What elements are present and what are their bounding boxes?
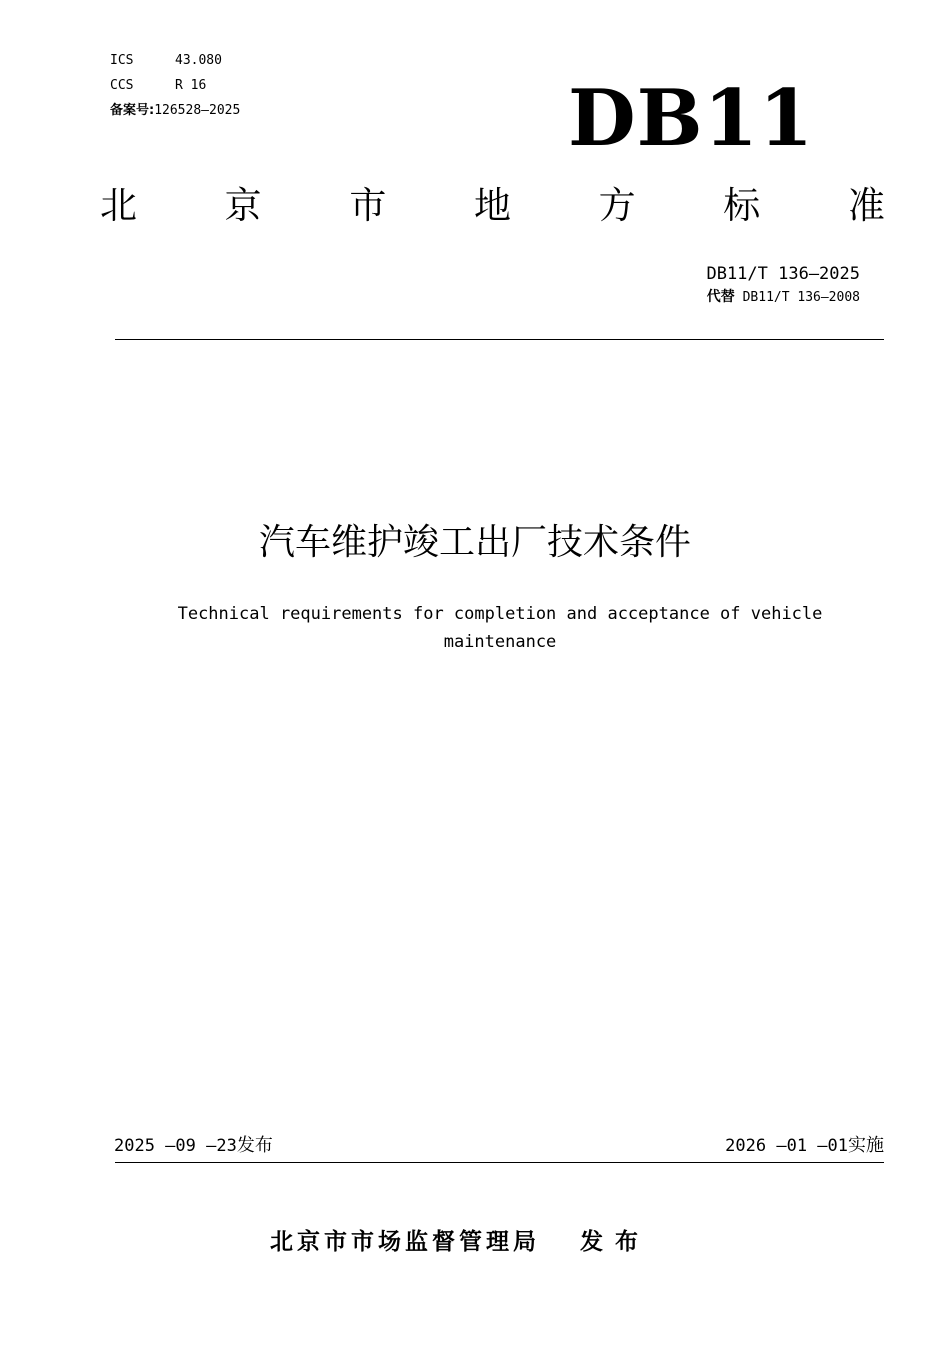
standard-type-char: 地 — [473, 184, 511, 227]
ccs-row — [110, 73, 240, 98]
replaces-number: DB11/T 136—2008 — [742, 290, 860, 305]
bottom-divider — [115, 1162, 884, 1163]
classification-block — [110, 48, 240, 123]
issue-date-line — [114, 1133, 273, 1159]
replaces-line — [706, 286, 860, 309]
top-divider — [115, 339, 884, 340]
issue-date: 2025 —09 —23 — [114, 1136, 237, 1156]
publisher-line — [270, 1226, 650, 1258]
ics-value: 43.080 — [175, 53, 222, 68]
standard-type-char: 标 — [723, 184, 761, 227]
record-value: 126528—2025 — [154, 103, 241, 118]
ics-label: ICS — [110, 53, 134, 68]
standard-type-char: 市 — [349, 184, 387, 227]
record-row — [110, 98, 240, 123]
standard-type-char: 京 — [224, 184, 262, 227]
ics-row — [110, 48, 240, 73]
standard-type-char: 北 — [100, 184, 137, 227]
document-title-cn: 汽车维护竣工出厂技术条件 — [258, 522, 691, 563]
replaces-label: 代替 — [706, 289, 735, 305]
record-label: 备案号: — [110, 103, 155, 118]
ccs-label: CCS — [110, 78, 134, 93]
implement-date: 2026 —01 —01 — [725, 1136, 848, 1156]
publisher-name: 北京市市场监督管理局 — [270, 1229, 540, 1255]
standard-type-title — [100, 184, 885, 228]
implement-label: 实施 — [848, 1135, 884, 1156]
issue-label: 发布 — [236, 1135, 273, 1156]
standard-type-char: 准 — [847, 184, 885, 227]
ccs-value: R 16 — [175, 78, 207, 93]
publisher-action: 发布 — [580, 1229, 650, 1255]
standard-number-block — [706, 262, 860, 309]
db11-logo: DB11 — [568, 73, 815, 164]
standard-type-char: 方 — [598, 184, 636, 227]
standard-number: DB11/T 136—2025 — [706, 264, 860, 284]
document-title-en: Technical requirements for completion and acceptance of vehicle maintenance — [177, 604, 823, 652]
implement-date-line — [725, 1133, 884, 1159]
